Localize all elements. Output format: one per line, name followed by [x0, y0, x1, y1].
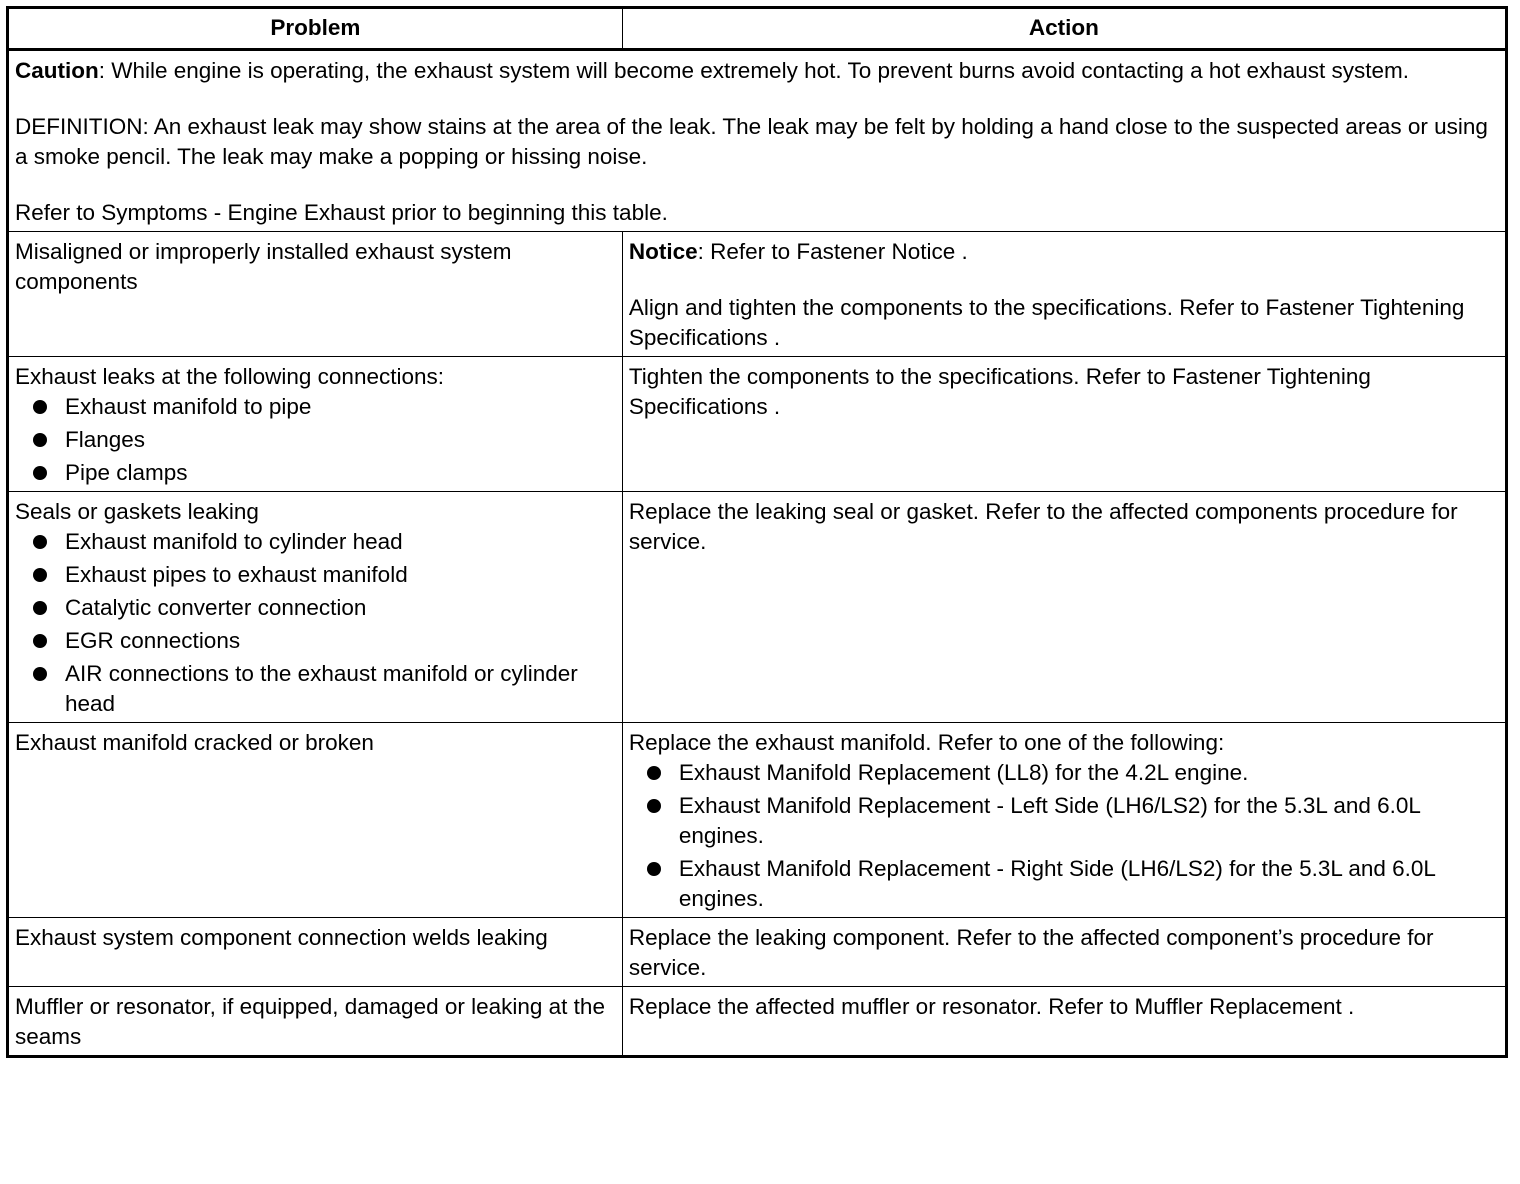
list-item	[33, 425, 616, 455]
problem-text: Exhaust system component connection welds leaking	[15, 925, 548, 950]
bullet-icon	[33, 667, 47, 681]
action-cell	[622, 723, 1506, 918]
bullet-icon	[33, 601, 47, 615]
action-text: Replace the affected muffler or resonator. Refer to Muffler Replacement .	[628, 994, 1355, 1019]
problem-cell	[8, 492, 623, 723]
bullet-icon	[647, 766, 661, 780]
problem-text: Misaligned or improperly installed exhaust system components	[15, 239, 512, 294]
list-item	[647, 854, 1499, 914]
list-item-text: AIR connections to the exhaust manifold or cylinder head	[65, 661, 578, 716]
table-row	[8, 723, 1507, 918]
problem-column-header: Problem	[8, 8, 623, 50]
table-row	[8, 357, 1507, 492]
list-item	[33, 626, 616, 656]
refer-note: Refer to Symptoms - Engine Exhaust prior to beginning this table.	[15, 200, 668, 225]
action-column-header: Action	[622, 8, 1506, 50]
table-row	[8, 492, 1507, 723]
action-cell	[622, 492, 1506, 723]
list-item	[33, 593, 616, 623]
action-text: Replace the leaking seal or gasket. Refer to the affected components procedure for service.	[628, 499, 1458, 554]
problem-cell	[8, 232, 623, 357]
caution-note	[15, 56, 1499, 86]
notice-text: : Refer to Fastener Notice .	[697, 239, 968, 264]
bullet-icon	[33, 568, 47, 582]
problem-cell	[8, 918, 623, 987]
problem-text: Exhaust manifold cracked or broken	[15, 730, 374, 755]
table-row	[8, 987, 1507, 1057]
action-text: Align and tighten the components to the specifications. Refer to Fastener Tightening Specifications .	[628, 295, 1465, 350]
notes-row	[8, 50, 1507, 232]
definition-note: DEFINITION: An exhaust leak may show stains at the area of the leak. The leak may be felt by holding a hand close to the suspected areas or using a smoke pencil. The leak may make a popping or hissing noise.	[15, 114, 1488, 169]
list-item-text: Exhaust Manifold Replacement - Right Side (LH6/LS2) for the 5.3L and 6.0L engines.	[678, 856, 1436, 911]
bullet-icon	[647, 862, 661, 876]
problem-cell	[8, 357, 623, 492]
action-cell	[622, 232, 1506, 357]
troubleshooting-table	[6, 6, 1508, 1058]
notes-cell	[8, 50, 1507, 232]
list-item-text: Catalytic converter connection	[65, 595, 367, 620]
list-item-text: Pipe clamps	[65, 460, 188, 485]
problem-text: Exhaust leaks at the following connections:	[15, 364, 445, 389]
problem-list	[15, 527, 616, 719]
action-text: Replace the leaking component. Refer to the affected component’s procedure for service.	[628, 925, 1434, 980]
problem-cell	[8, 987, 623, 1057]
list-item	[33, 527, 616, 557]
bullet-icon	[647, 799, 661, 813]
list-item-text: Exhaust Manifold Replacement (LL8) for the 4.2L engine.	[678, 760, 1249, 785]
notice-note	[629, 237, 1499, 267]
problem-list	[15, 392, 616, 488]
problem-text: Seals or gaskets leaking	[15, 499, 259, 524]
bullet-icon	[33, 433, 47, 447]
action-cell	[622, 987, 1506, 1057]
bullet-icon	[33, 400, 47, 414]
table-row	[8, 918, 1507, 987]
table-header-row	[8, 8, 1507, 50]
list-item	[33, 560, 616, 590]
bullet-icon	[33, 634, 47, 648]
list-item-text: Exhaust pipes to exhaust manifold	[65, 562, 408, 587]
list-item-text: Exhaust manifold to pipe	[65, 394, 312, 419]
problem-cell	[8, 723, 623, 918]
list-item-text: Exhaust Manifold Replacement - Left Side (LH6/LS2) for the 5.3L and 6.0L engines.	[678, 793, 1421, 848]
list-item-text: Flanges	[65, 427, 146, 452]
action-text: Replace the exhaust manifold. Refer to one of the following:	[628, 730, 1225, 755]
table-row	[8, 232, 1507, 357]
list-item	[33, 392, 616, 422]
action-cell	[622, 918, 1506, 987]
action-cell	[622, 357, 1506, 492]
list-item	[33, 659, 616, 719]
bullet-icon	[33, 535, 47, 549]
caution-text: : While engine is operating, the exhaust system will become extremely hot. To prevent burns avoid contacting a hot exhaust system.	[98, 58, 1410, 83]
list-item	[647, 791, 1499, 851]
notice-label: Notice	[628, 239, 698, 264]
list-item	[647, 758, 1499, 788]
list-item-text: Exhaust manifold to cylinder head	[65, 529, 403, 554]
caution-label: Caution	[15, 58, 99, 83]
action-list	[629, 758, 1499, 914]
list-item-text: EGR connections	[65, 628, 241, 653]
list-item	[33, 458, 616, 488]
action-text: Tighten the components to the specifications. Refer to Fastener Tightening Specifications .	[628, 364, 1371, 419]
bullet-icon	[33, 466, 47, 480]
problem-text: Muffler or resonator, if equipped, damaged or leaking at the seams	[15, 994, 605, 1049]
